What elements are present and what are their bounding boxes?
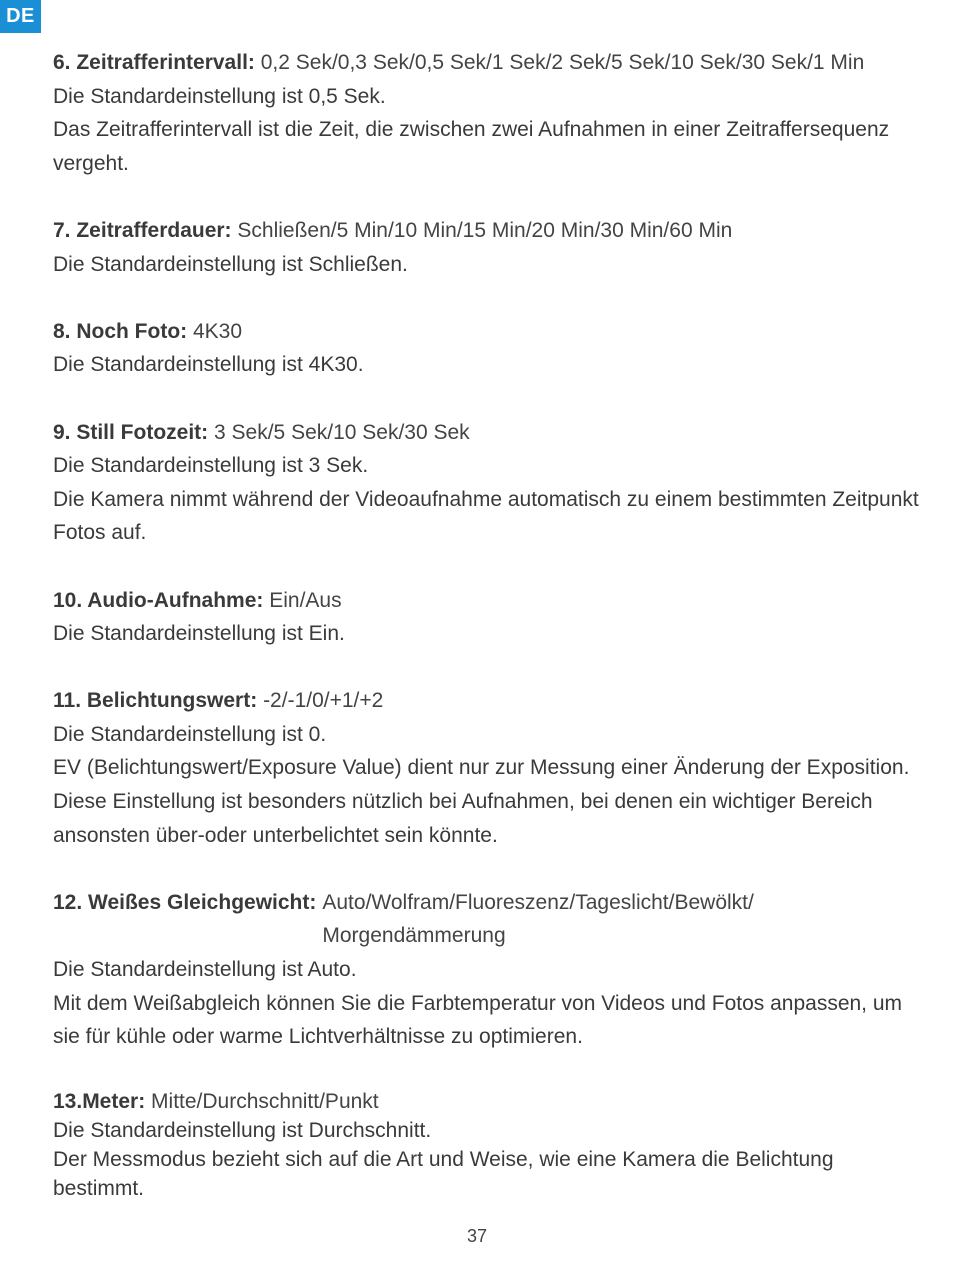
setting-description: Das Zeitrafferintervall ist die Zeit, die zwischen zwei Aufnahmen in einer Zeitraffersequenz vergeht. — [53, 118, 890, 175]
setting-heading — [53, 46, 923, 80]
setting-default: Die Standardeinstellung ist 0. — [53, 722, 327, 746]
setting-default: Die Standardeinstellung ist Schließen. — [53, 252, 408, 276]
setting-timelapse-interval — [53, 46, 923, 180]
setting-options: -2/-1/0/+1/+2 — [263, 689, 384, 713]
setting-heading — [53, 886, 923, 953]
setting-term: 8. Noch Foto: — [53, 319, 188, 343]
setting-heading — [53, 684, 923, 718]
setting-term: 9. Still Fotozeit: — [53, 420, 209, 444]
setting-options: 0,2 Sek/0,3 Sek/0,5 Sek/1 Sek/2 Sek/5 Sek/10 Sek/30 Sek/1 Min — [260, 51, 865, 74]
setting-heading — [53, 584, 923, 618]
setting-timelapse-duration — [53, 214, 923, 281]
setting-default: Die Standardeinstellung ist 4K30. — [53, 353, 364, 377]
setting-heading — [53, 1087, 923, 1116]
setting-exposure-value — [53, 684, 923, 852]
setting-options: Auto/Wolfram/Fluoreszenz/Tageslicht/Bewölkt/ Morgendämmerung — [322, 890, 754, 948]
setting-term: 7. Zeitrafferdauer: — [53, 218, 232, 242]
setting-description: Mit dem Weißabgleich können Sie die Farbtemperatur von Videos und Fotos anpassen, um sie für kühle oder warme Lichtverhältnisse zu optimieren. — [53, 991, 903, 1049]
setting-options: 4K30 — [193, 319, 243, 343]
setting-white-balance — [53, 886, 923, 1054]
setting-term: 13.Meter: — [53, 1090, 146, 1114]
setting-options: 3 Sek/5 Sek/10 Sek/30 Sek — [214, 420, 470, 444]
setting-heading — [53, 315, 923, 349]
setting-options: Ein/Aus — [269, 588, 342, 612]
setting-default: Die Standardeinstellung ist 0,5 Sek. — [53, 84, 386, 108]
setting-still-photo-time — [53, 416, 923, 550]
page-number: 37 — [466, 1226, 488, 1246]
setting-default: Die Standardeinstellung ist Auto. — [53, 958, 357, 982]
setting-default: Die Standardeinstellung ist Ein. — [53, 622, 345, 646]
setting-default: Die Standardeinstellung ist 3 Sek. — [53, 454, 369, 478]
manual-content — [53, 46, 923, 1203]
setting-description: Der Messmodus bezieht sich auf die Art und Weise, wie eine Kamera die Belichtung bestimmt. — [53, 1148, 834, 1201]
setting-term: 12. Weißes Gleichgewicht: — [53, 890, 317, 914]
setting-default: Die Standardeinstellung ist Durchschnitt. — [53, 1119, 432, 1143]
setting-meter — [53, 1087, 923, 1203]
setting-options: Schließen/5 Min/10 Min/15 Min/20 Min/30 Min/60 Min — [237, 218, 733, 242]
language-badge: DE — [0, 0, 41, 33]
setting-heading — [53, 214, 923, 248]
setting-heading — [53, 416, 923, 450]
setting-still-photo — [53, 315, 923, 382]
setting-term: 11. Belichtungswert: — [53, 689, 258, 713]
setting-term: 6. Zeitrafferintervall: — [53, 51, 255, 74]
setting-description: EV (Belichtungswert/Exposure Value) dient nur zur Messung einer Änderung der Exposition. Diese Einstellung ist besonders nützlich bei Aufnahmen, bei denen ein wichtiger Bereich ansonsten über-oder unterbelichtet sein könnte. — [53, 756, 910, 847]
setting-description: Die Kamera nimmt während der Videoaufnahme automatisch zu einem bestimmten Zeitpunkt Fotos auf. — [53, 487, 919, 545]
setting-options: Mitte/Durchschnitt/Punkt — [151, 1090, 379, 1114]
setting-audio-recording — [53, 584, 923, 651]
setting-term: 10. Audio-Aufnahme: — [53, 588, 264, 612]
